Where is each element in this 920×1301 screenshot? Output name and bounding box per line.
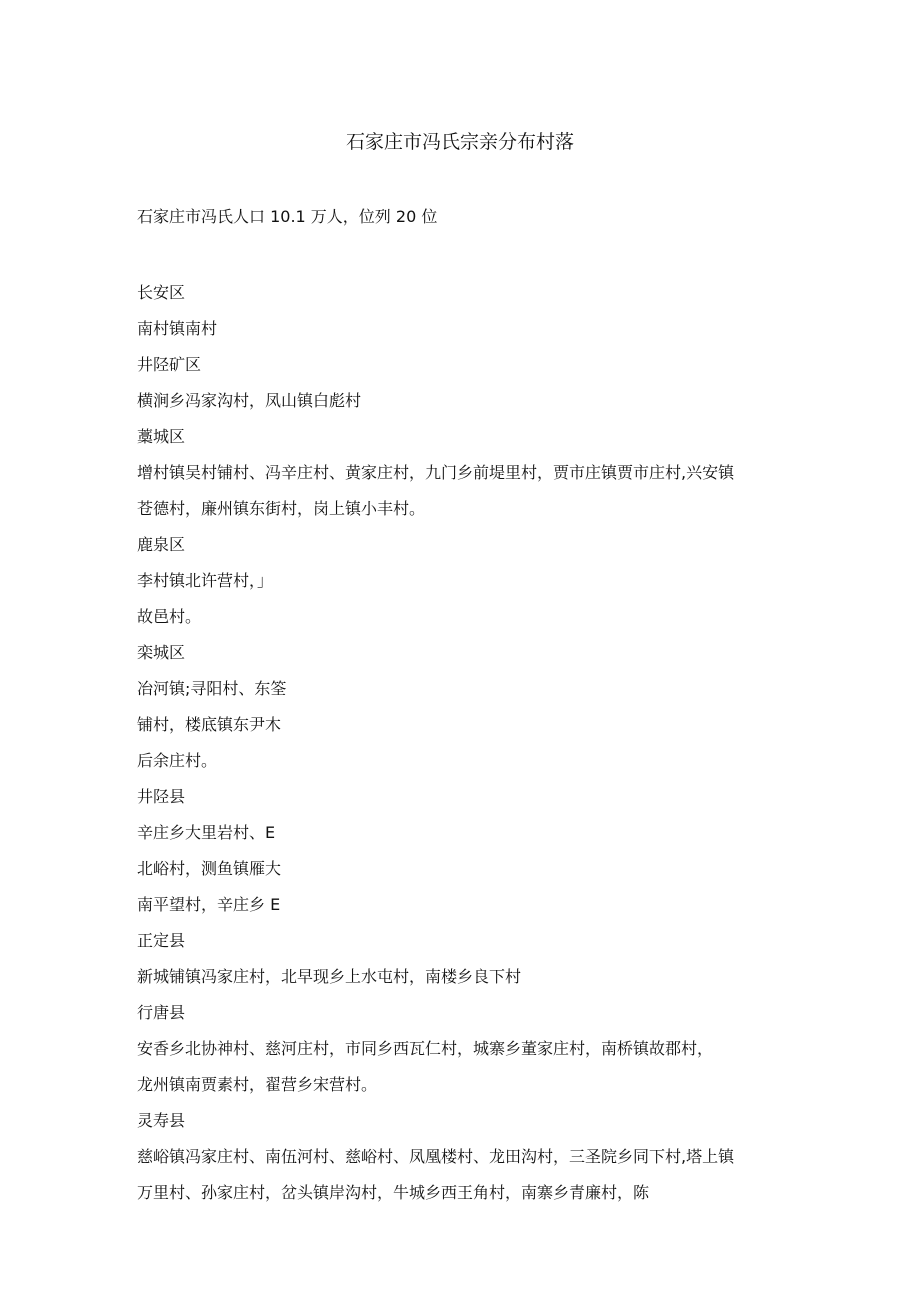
text-line: 正定县	[137, 931, 186, 950]
text-line: 鹿泉区	[137, 535, 186, 554]
text-line: 万里村、孙家庄村，岔头镇岸沟村，牛城乡西王角村，南寨乡青廉村，陈	[137, 1183, 650, 1202]
text-line: 行唐县	[137, 1003, 186, 1022]
text-line: 增村镇吴村铺村、冯辛庄村、黄家庄村，九门乡前堤里村，贾市庄镇贾市庄村,兴安镇	[137, 463, 735, 482]
text-line: 北峪村，测鱼镇雁大	[137, 859, 282, 878]
text-line: 灵寿县	[137, 1111, 186, 1130]
intro-paragraph: 石家庄市冯氏人口 10.1 万人，位列 20 位	[137, 207, 438, 226]
text-line: 长安区	[137, 283, 186, 302]
text-line: 冶河镇;寻阳村、东筌	[137, 679, 287, 698]
text-line: 安香乡北协神村、慈河庄村，市同乡西瓦仁村，城寨乡董家庄村，南桥镇故郡村，	[137, 1039, 714, 1058]
text-line: 李村镇北许营村，」	[137, 571, 274, 590]
text-line: 南村镇南村	[137, 319, 218, 338]
text-line: 慈峪镇冯家庄村、南伍河村、慈峪村、凤凰楼村、龙田沟村，三圣院乡同下村,塔上镇	[137, 1147, 735, 1166]
text-line: 铺村，楼底镇东尹木	[137, 715, 282, 734]
text-line: 藁城区	[137, 427, 186, 446]
text-line: 新城铺镇冯家庄村，北早现乡上水屯村，南楼乡良下村	[137, 967, 522, 986]
text-line: 故邑村。	[137, 607, 202, 626]
text-line: 辛庄乡大里岩村、E	[137, 823, 276, 842]
text-line: 南平望村，辛庄乡 E	[137, 895, 281, 914]
text-line: 横涧乡冯家沟村，凤山镇白彪村	[137, 391, 362, 410]
document-title: 石家庄市冯氏宗亲分布村落	[345, 131, 574, 153]
text-line: 井陉县	[137, 787, 186, 806]
text-line: 栾城区	[137, 643, 186, 662]
text-line: 龙州镇南贾素村，翟营乡宋营村。	[137, 1075, 378, 1094]
text-line: 井陉矿区	[137, 355, 202, 374]
text-line: 苍德村，廉州镇东街村，岗上镇小丰村。	[137, 499, 426, 518]
text-line: 后余庄村。	[137, 751, 218, 770]
village-list	[137, 280, 787, 1216]
